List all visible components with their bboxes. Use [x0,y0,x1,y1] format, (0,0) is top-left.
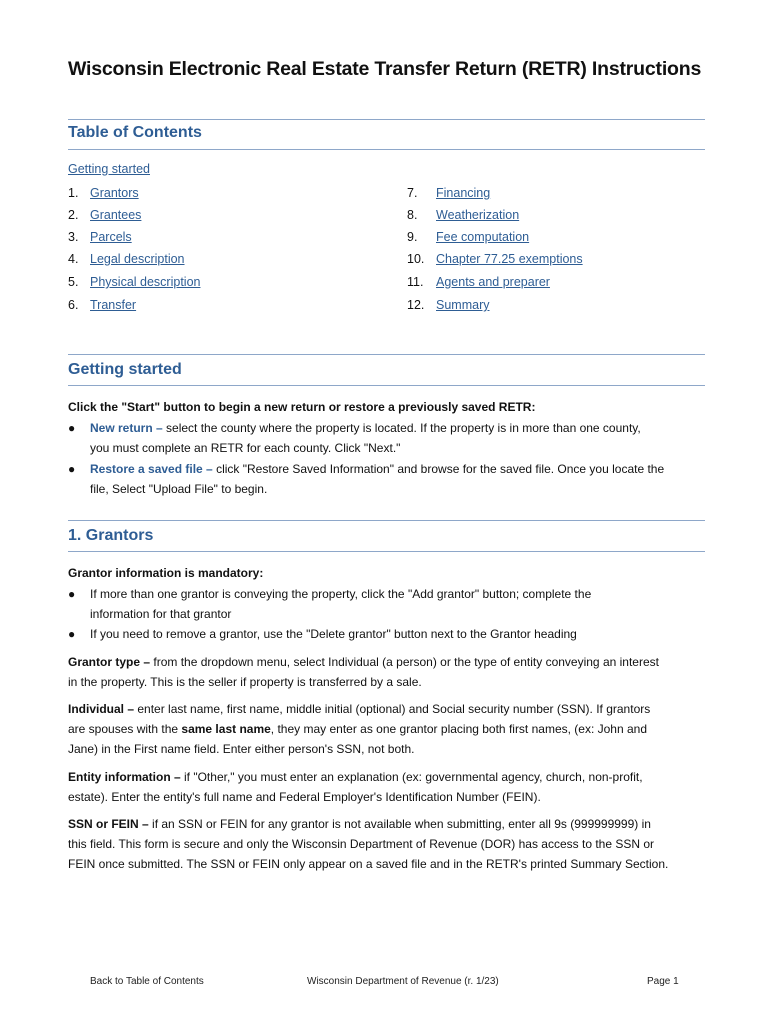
toc-item [68,298,136,316]
toc-link[interactable]: Summary [436,298,490,312]
add-grantor-text-2: information for that grantor [90,607,232,621]
ssn-text: if an SSN or FEIN for any grantor is not available when submitting, enter all 9s (999999999) in [148,817,651,831]
toc-link[interactable]: Grantors [90,186,139,200]
toc-item [407,252,583,270]
new-return-text: select the county where the property is located. If the property is in more than one county, [162,421,641,435]
ssn-text-3: FEIN once submitted. The SSN or FEIN only appear on a saved file and in the RETR's printed Summary Section. [68,857,669,871]
toc-item-number: 3. [68,230,79,244]
individual-text-3: Jane) in the First name field. Enter either person's SSN, not both. [68,742,415,756]
toc-heading-bar [68,119,705,150]
toc-item [407,186,490,204]
toc-item-number: 2. [68,208,79,222]
toc-link[interactable]: Financing [436,186,491,200]
bullet-icon: ● [68,587,76,601]
entity-paragraph [68,767,698,807]
new-return-text-2: you must complete an RETR for each county. Click "Next." [90,441,401,455]
toc-link[interactable]: Fee computation [436,230,530,244]
grantor-type-text-2: in the property. This is the seller if property is transferred by a sale. [68,675,422,689]
individual-text: enter last name, first name, middle initial (optional) and Social security number (SSN). If grantors [134,702,651,716]
toc-item [407,275,550,293]
toc-item [407,230,529,248]
grantor-type-lead: Grantor type – [68,655,151,669]
restore-file-text-2: file, Select "Upload File" to begin. [90,482,268,496]
toc-link[interactable]: Parcels [90,230,132,244]
toc-item-number: 9. [407,230,418,244]
grantors-heading-bar [68,520,705,552]
toc-link[interactable]: Physical description [90,275,201,289]
getting-started-heading-bar [68,354,705,386]
toc-item [68,230,132,248]
back-to-toc-link[interactable]: Back to Table of Contents [90,976,204,987]
bullet-icon: ● [68,421,76,435]
bullet-icon: ● [68,462,76,476]
toc-link[interactable]: Transfer [90,298,137,312]
footer-department: Wisconsin Department of Revenue (r. 1/23) [307,976,499,987]
toc-link[interactable]: Legal description [90,252,185,266]
toc-item [407,298,489,316]
toc-link[interactable]: Weatherization [436,208,520,222]
getting-started-heading: Getting started [68,361,182,378]
bullet-icon: ● [68,627,76,641]
ssn-lead: SSN or FEIN – [68,817,149,831]
individual-text-2a: are spouses with the [68,722,182,736]
toc-item-number: 10. [407,252,425,266]
entity-text: if "Other," you must enter an explanation (ex: governmental agency, church, non-profit, [180,770,643,784]
getting-started-intro: Click the "Start" button to begin a new return or restore a previously saved RETR: [68,400,536,414]
page-number: Page 1 [647,976,679,987]
toc-link-getting-started[interactable]: Getting started [68,162,150,176]
toc-item-number: 6. [68,298,79,312]
toc-item-number: 1. [68,186,79,200]
toc-item [68,275,200,293]
toc-item [68,252,185,270]
grantor-type-text: from the dropdown menu, select Individual (a person) or the type of entity conveying an interest [150,655,659,669]
toc-item-number: 4. [68,252,79,266]
toc-item [407,208,519,226]
toc-item-number: 12. [407,298,425,312]
toc-item [68,208,141,226]
ssn-text-2: this field. This form is secure and only the Wisconsin Department of Revenue (DOR) has access to the SSN or [68,837,655,851]
toc-item-number: 5. [68,275,79,289]
toc-link[interactable]: Agents and preparer [436,275,550,289]
add-grantor-text: If more than one grantor is conveying the property, click the "Add grantor" button; complete the [90,587,592,601]
grantor-type-paragraph [68,652,698,692]
toc-item-number: 8. [407,208,418,222]
toc-item-number: 11. [407,275,424,289]
toc-link[interactable]: Chapter 77.25 exemptions [436,252,583,266]
toc-link[interactable]: Grantees [90,208,142,222]
grantors-heading: 1. Grantors [68,527,154,544]
individual-same-last-name: same last name [181,722,271,736]
restore-file-text: click "Restore Saved Information" and browse for the saved file. Once you locate the [212,462,665,476]
individual-lead: Individual – [68,702,135,716]
grantors-intro: Grantor information is mandatory: [68,566,264,580]
entity-lead: Entity information – [68,770,181,784]
restore-file-lead: Restore a saved file – [90,462,213,476]
ssn-paragraph [68,814,698,874]
toc-item [68,186,139,204]
individual-paragraph [68,699,698,759]
toc-heading: Table of Contents [68,124,202,141]
delete-grantor-text: If you need to remove a grantor, use the "Delete grantor" button next to the Grantor heading [90,627,577,641]
toc-item-number: 7. [407,186,418,200]
entity-text-2: estate). Enter the entity's full name and Federal Employer's Identification Number (FEIN). [68,790,541,804]
individual-text-2c: , they may enter as one grantor placing both first names, (ex: John and [270,722,648,736]
new-return-lead: New return – [90,421,163,435]
document-title: Wisconsin Electronic Real Estate Transfer Return (RETR) Instructions [68,58,702,80]
